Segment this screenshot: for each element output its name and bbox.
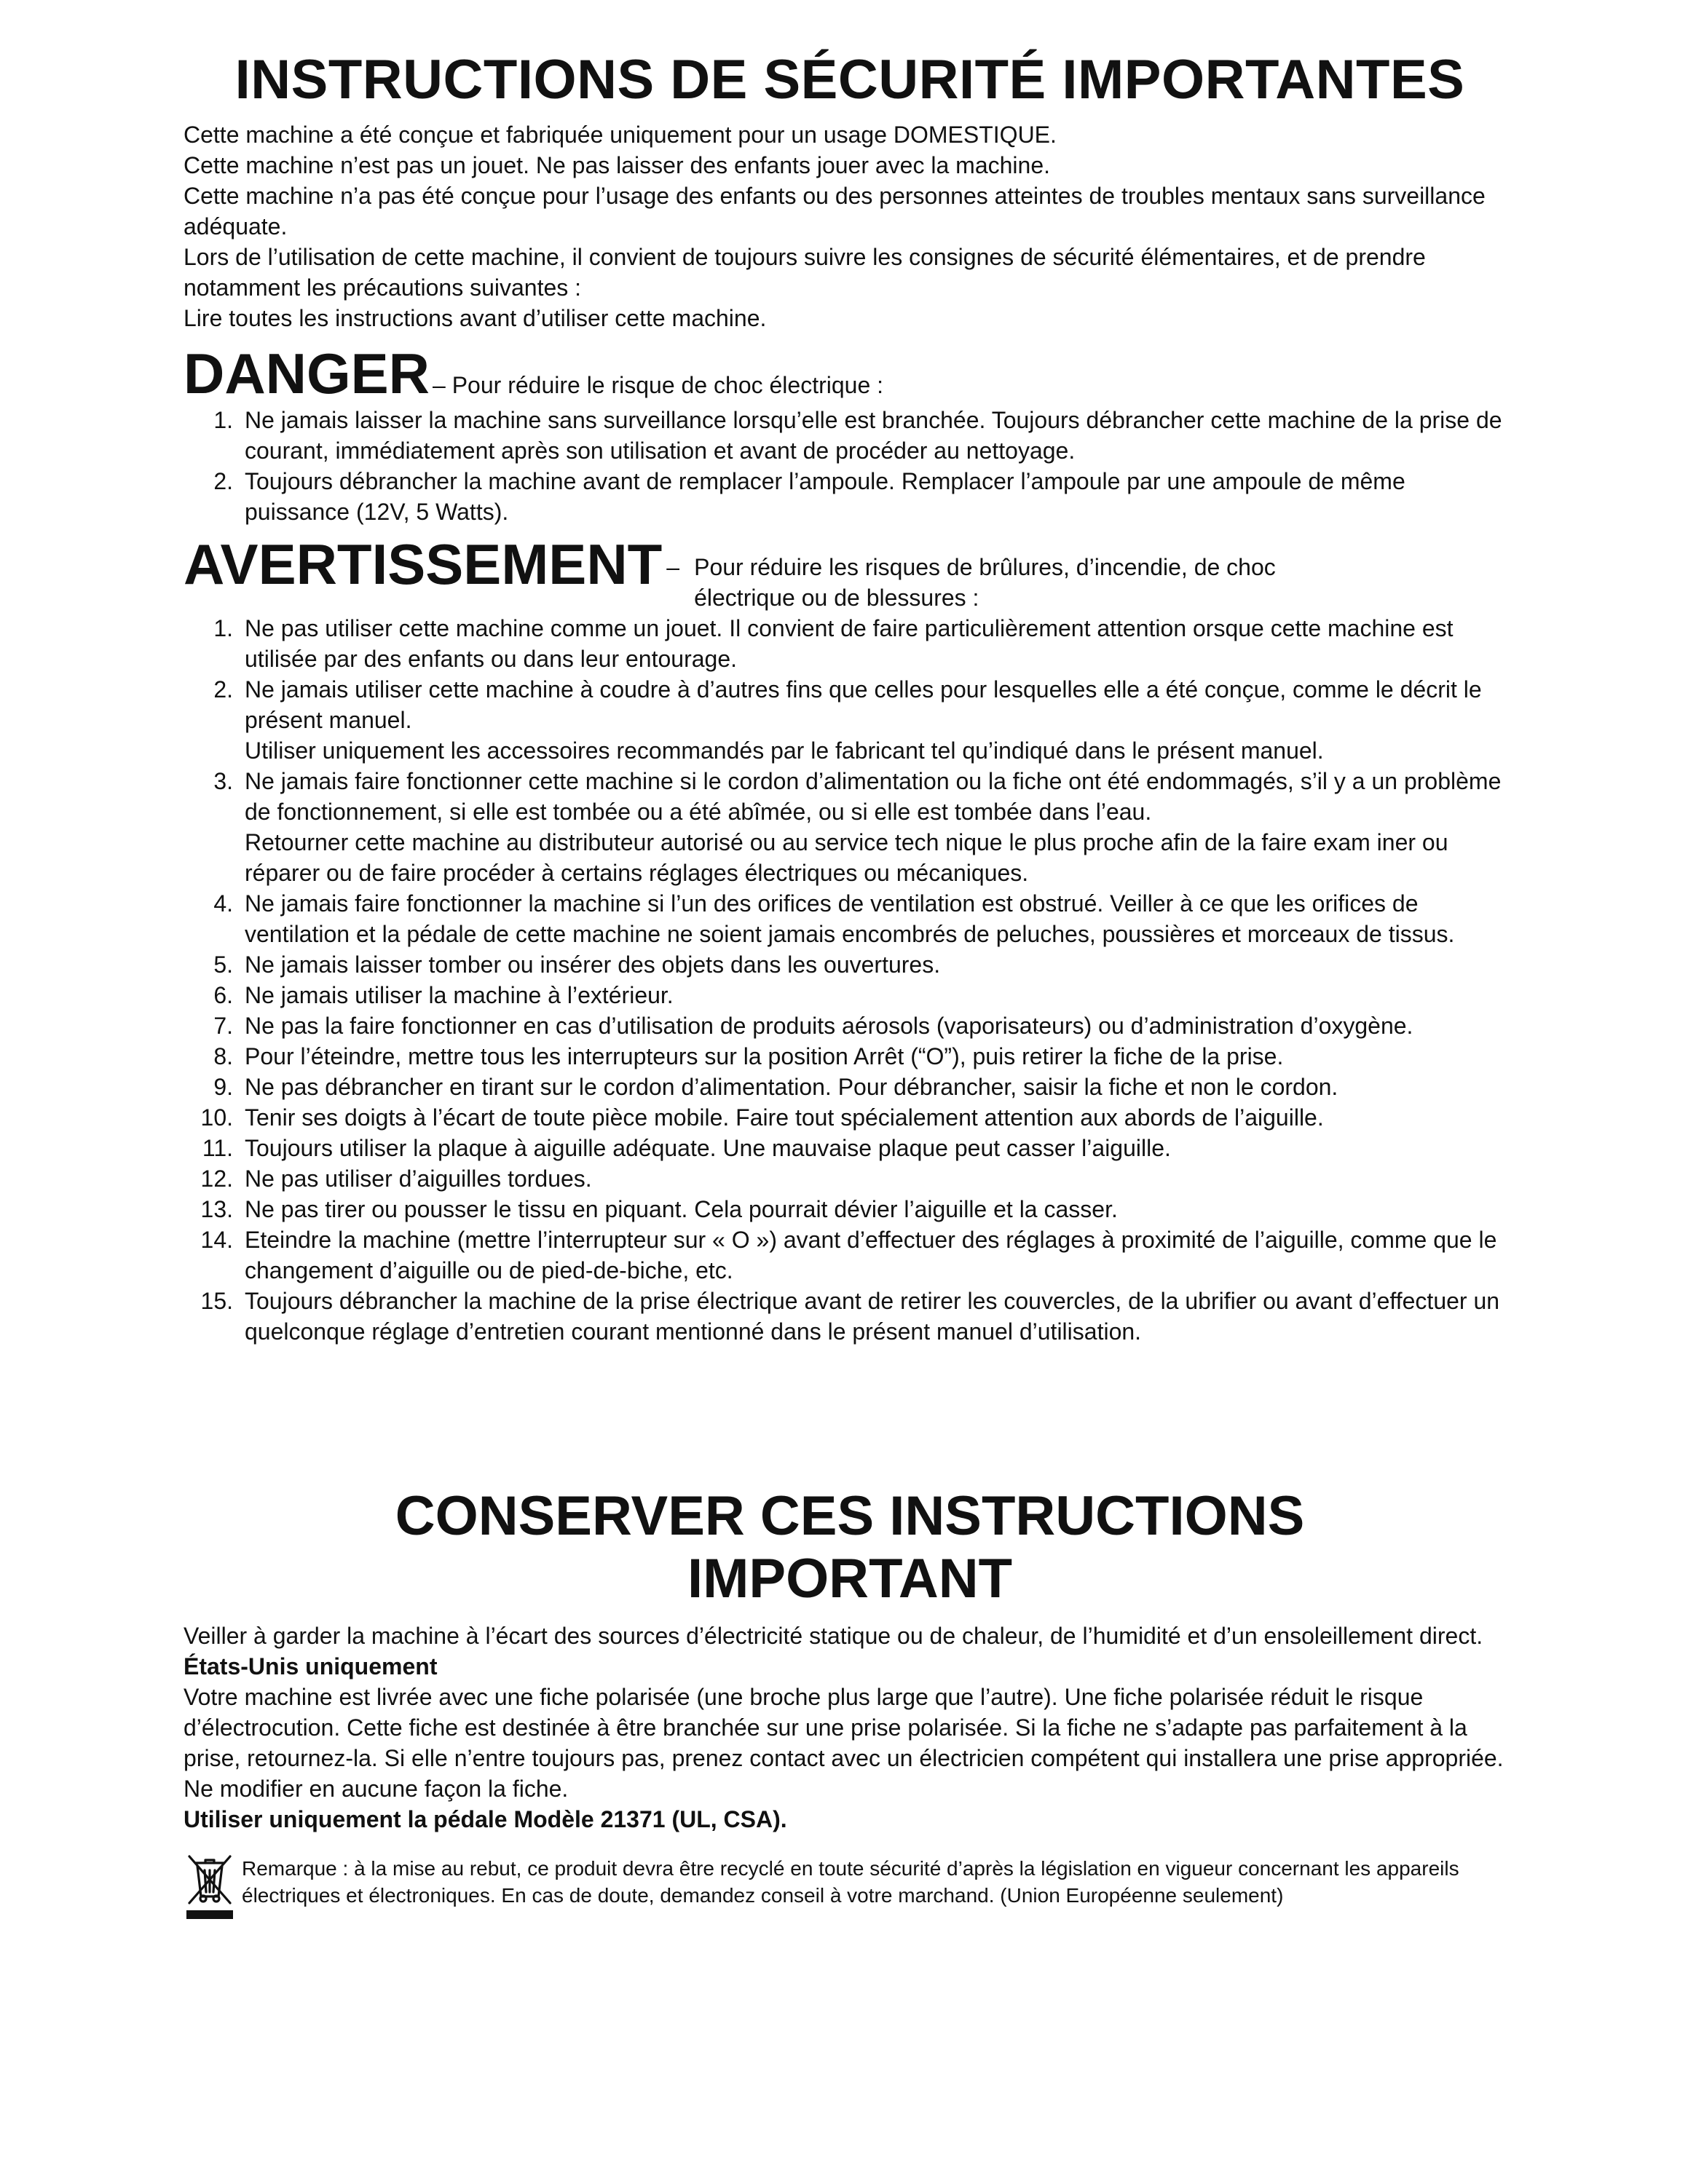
- item-number: 2.: [213, 468, 233, 494]
- intro-section: [184, 119, 1516, 333]
- weee-bin-icon: [184, 1851, 236, 1923]
- item-main-text: Ne pas utiliser cette machine comme un jouet. Il convient de faire particulièrement attention orsque cette machine est utilisée par des enfants ou dans leur entourage.: [245, 615, 1454, 672]
- list-item: [184, 405, 1516, 466]
- danger-header: [184, 342, 1516, 405]
- list-item: [184, 1133, 1516, 1163]
- item-number: 15.: [200, 1288, 233, 1314]
- item-number: 12.: [200, 1166, 233, 1192]
- item-number: 7.: [213, 1013, 233, 1039]
- item-number: 11.: [202, 1135, 233, 1161]
- item-main-text: Ne jamais laisser tomber ou insérer des objets dans les ouvertures.: [245, 951, 941, 978]
- warning-list: [184, 613, 1516, 1347]
- list-item: [184, 949, 1516, 980]
- intro-line: Cette machine a été conçue et fabriquée uniquement pour un usage DOMESTIQUE.: [184, 122, 1057, 148]
- list-item: [184, 1194, 1516, 1224]
- item-number: 5.: [213, 951, 233, 978]
- us-only-heading: États-Unis uniquement: [184, 1653, 438, 1679]
- item-text: [245, 1163, 1516, 1194]
- item-number: 4.: [213, 890, 233, 917]
- item-number: 1.: [213, 407, 233, 433]
- item-main-text: Pour l’éteindre, mettre tous les interrupteurs sur la position Arrêt (“O”), puis retirer la fiche de la prise.: [245, 1043, 1284, 1069]
- item-main-text: Ne jamais faire fonctionner la machine si l’un des orifices de ventilation est obstrué. Veiller à ce que les orifices de ventilation et la pédale de cette machine ne soient jamais encombrés de peluches, poussières et morceaux de tissus.: [245, 890, 1455, 947]
- keep-title-line2: IMPORTANT: [687, 1548, 1013, 1610]
- item-text: [245, 1041, 1516, 1072]
- item-text: Ne jamais laisser la machine sans surveillance lorsqu’elle est branchée. Toujours débrancher cette machine de la prise de courant, immédiatement après son utilisation et avant de procéder au nettoyage.: [245, 407, 1502, 464]
- keep-title: [184, 1485, 1516, 1610]
- item-number: 8.: [213, 1043, 233, 1069]
- keep-section: [184, 1621, 1516, 1835]
- item-text: [245, 1102, 1516, 1133]
- item-main-text: Ne pas la faire fonctionner en cas d’utilisation de produits aérosols (vaporisateurs) ou d’administration d’oxygène.: [245, 1013, 1413, 1039]
- warning-subtitle: Pour réduire les risques de brûlures, d’incendie, de choc électrique ou de blessures :: [694, 554, 1276, 611]
- warning-dash: –: [666, 554, 680, 580]
- danger-heading: DANGER: [184, 341, 430, 405]
- item-extra-text: Retourner cette machine au distributeur autorisé ou au service tech nique le plus proche afin de la faire exam iner ou réparer ou de faire procéder à certains réglages électriques ou mécaniques.: [245, 829, 1448, 886]
- keep-title-line1: CONSERVER CES INSTRUCTIONS: [395, 1485, 1305, 1547]
- item-number: 14.: [200, 1227, 233, 1253]
- item-main-text: Ne pas utiliser d’aiguilles tordues.: [245, 1166, 592, 1192]
- page-title: INSTRUCTIONS DE SÉCURITÉ IMPORTANTES: [234, 49, 1465, 111]
- item-main-text: Ne jamais utiliser la machine à l’extérieur.: [245, 982, 674, 1008]
- manual-page: [184, 44, 1516, 1923]
- list-item: [184, 674, 1516, 766]
- item-text: [245, 674, 1516, 766]
- danger-list: [184, 405, 1516, 527]
- item-number: 9.: [213, 1074, 233, 1100]
- item-text: [245, 888, 1516, 949]
- polarized-plug-paragraph: Votre machine est livrée avec une fiche polarisée (une broche plus large que l’autre). Une fiche polarisée réduit le risque d’électrocution. Cette fiche est destinée à être branchée sur une prise polarisée. Si la fiche ne s’adapte pas parfaitement à la prise, retournez-la. Si elle n’entre toujours pas, prenez contact avec un électricien compétent qui installera une prise appropriée. Ne modifier en aucune façon la fiche.: [184, 1684, 1504, 1802]
- item-extra-text: Utiliser uniquement les accessoires recommandés par le fabricant tel qu’indiqué dans le présent manuel.: [245, 737, 1324, 764]
- pedal-note: Utiliser uniquement la pédale Modèle 21371 (UL, CSA).: [184, 1806, 787, 1832]
- item-main-text: Ne pas débrancher en tirant sur le cordon d’alimentation. Pour débrancher, saisir la fiche et non le cordon.: [245, 1074, 1338, 1100]
- danger-subtitle: – Pour réduire le risque de choc électrique :: [433, 372, 884, 398]
- intro-line: Lors de l’utilisation de cette machine, il convient de toujours suivre les consignes de sécurité élémentaires, et de prendre notamment les précautions suivantes :: [184, 244, 1426, 301]
- list-item: [184, 1010, 1516, 1041]
- item-number: 3.: [213, 768, 233, 794]
- intro-line: Cette machine n’est pas un jouet. Ne pas laisser des enfants jouer avec la machine.: [184, 152, 1050, 178]
- list-item: [184, 1102, 1516, 1133]
- warning-heading: AVERTISSEMENT: [184, 532, 663, 596]
- item-number: 2.: [213, 676, 233, 703]
- item-number: 13.: [200, 1196, 233, 1222]
- item-text: [245, 1010, 1516, 1041]
- item-main-text: Toujours débrancher la machine de la prise électrique avant de retirer les couvercles, de la ubrifier ou avant d’effectuer un quelconque réglage d’entretien courant mentionné dans le présent manuel d’utilisation.: [245, 1288, 1500, 1345]
- item-text: [245, 1072, 1516, 1102]
- list-item: [184, 766, 1516, 888]
- disposal-notice: [184, 1851, 1516, 1923]
- item-text: [245, 1194, 1516, 1224]
- keep-paragraph: Veiller à garder la machine à l’écart des sources d’électricité statique ou de chaleur, de l’humidité et d’un ensoleillement direct.: [184, 1623, 1483, 1649]
- item-text: [245, 613, 1516, 674]
- item-number: 1.: [213, 615, 233, 641]
- item-text: Toujours débrancher la machine avant de remplacer l’ampoule. Remplacer l’ampoule par une ampoule de même puissance (12V, 5 Watts).: [245, 468, 1405, 525]
- item-number: 6.: [213, 982, 233, 1008]
- item-main-text: Ne jamais utiliser cette machine à coudre à d’autres fins que celles pour lesquelles elle a été conçue, comme le décrit le présent manuel.: [245, 676, 1482, 733]
- item-main-text: Ne pas tirer ou pousser le tissu en piquant. Cela pourrait dévier l’aiguille et la casser.: [245, 1196, 1118, 1222]
- list-item: [184, 888, 1516, 949]
- item-main-text: Eteindre la machine (mettre l’interrupteur sur « O ») avant d’effectuer des réglages à proximité de l’aiguille, comme que le changement d’aiguille ou de pied-de-biche, etc.: [245, 1227, 1497, 1283]
- item-text: [245, 1133, 1516, 1163]
- item-text: [245, 766, 1516, 888]
- list-item: [184, 1224, 1516, 1286]
- list-item: [184, 1163, 1516, 1194]
- list-item: [184, 980, 1516, 1010]
- list-item: [184, 1041, 1516, 1072]
- intro-line: Lire toutes les instructions avant d’utiliser cette machine.: [184, 305, 767, 331]
- item-number: 10.: [200, 1104, 233, 1131]
- disposal-notice-text: Remarque : à la mise au rebut, ce produit devra être recyclé en toute sécurité d’après la législation en vigueur concernant les appareils électriques et électroniques. En cas de doute, demandez conseil à votre marchand. (Union Européenne seulement): [242, 1857, 1459, 1907]
- list-item: [184, 613, 1516, 674]
- warning-header: [184, 533, 1516, 613]
- list-item: [184, 1286, 1516, 1347]
- item-main-text: Ne jamais faire fonctionner cette machine si le cordon d’alimentation ou la fiche ont été endommagés, s’il y a un problème de fonctionnement, si elle est tombée ou a été abîmée, ou si elle est tombée dans l’eau.: [245, 768, 1502, 825]
- item-text: [245, 980, 1516, 1010]
- list-item: [184, 466, 1516, 527]
- item-main-text: Toujours utiliser la plaque à aiguille adéquate. Une mauvaise plaque peut casser l’aiguille.: [245, 1135, 1171, 1161]
- item-main-text: Tenir ses doigts à l’écart de toute pièce mobile. Faire tout spécialement attention aux abords de l’aiguille.: [245, 1104, 1324, 1131]
- item-text: [245, 949, 1516, 980]
- list-item: [184, 1072, 1516, 1102]
- item-text: [245, 1286, 1516, 1347]
- item-text: [245, 1224, 1516, 1286]
- intro-line: Cette machine n’a pas été conçue pour l’usage des enfants ou des personnes atteintes de troubles mentaux sans surveillance adéquate.: [184, 183, 1486, 240]
